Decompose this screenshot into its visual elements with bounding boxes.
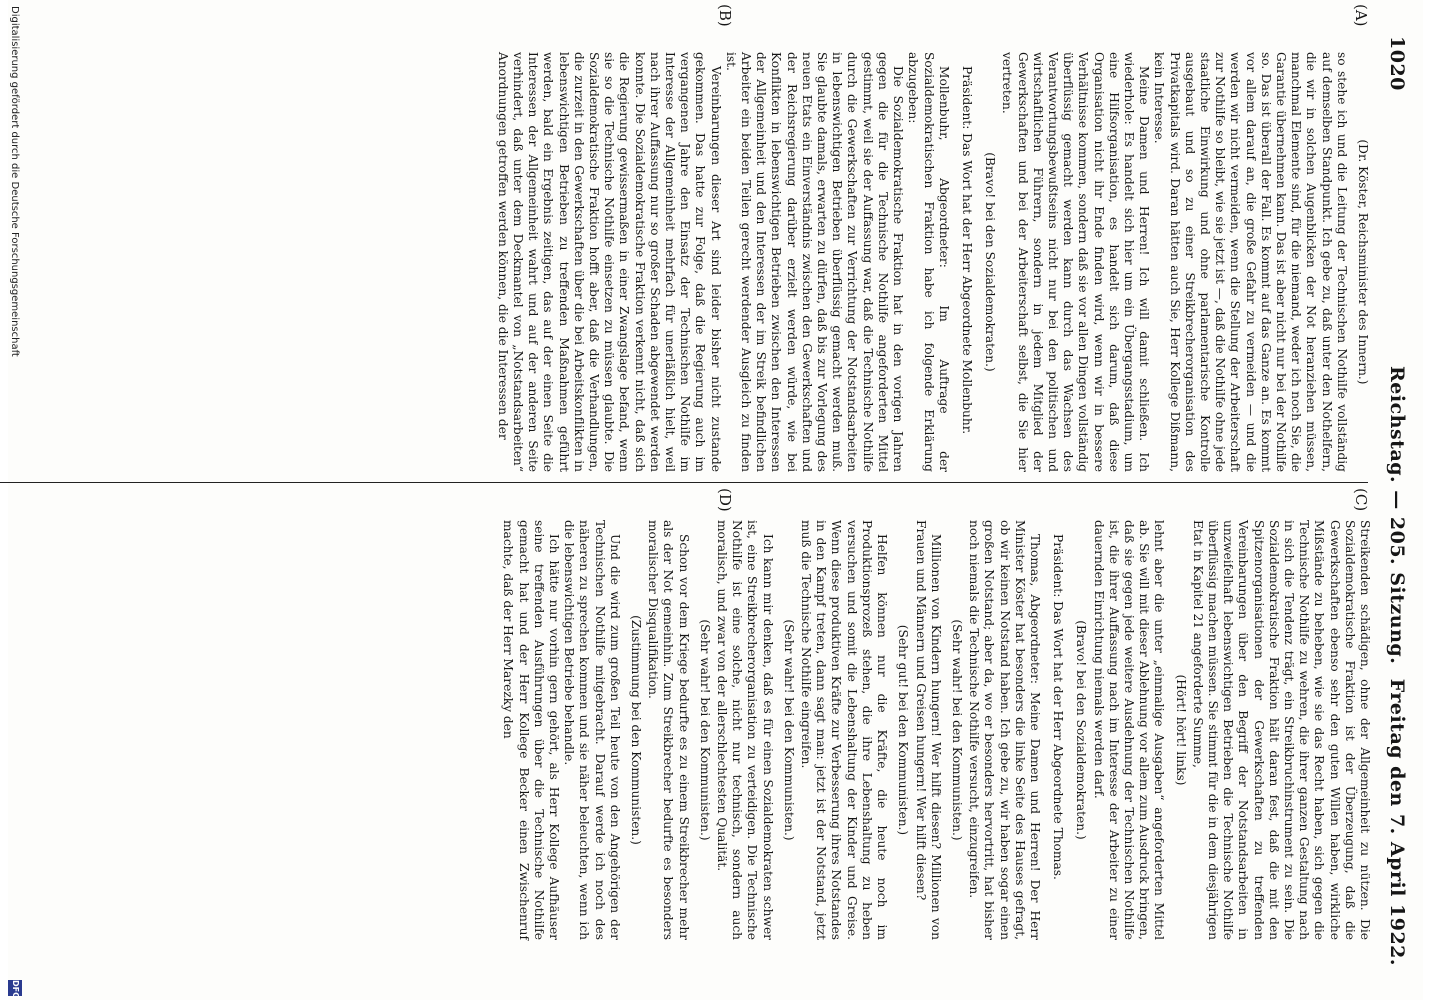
paragraph: Thomas, Abgeordneter: Meine Damen und Herren! Der Herr Minister Köster hat besonders die linke Seite des Hauses gefragt, ob wir keinen Notstand haben. Ich gebe zu, wir haben sogar einen großen Notstand; aber da, wo er besonders hervortritt, hat bisher noch niemals die Technische Nothilfe versucht, einzugreifen. (967, 520, 1042, 940)
margin-mark-b: (B) (716, 4, 734, 27)
paragraph: (Zustimmung bei den Kommunisten.) (629, 615, 644, 845)
paragraph: Schon vor dem Kriege bedurfte es zu einem Streikbrecher mehr als der Not gemeinhin. Zum Streikbrecher bedurfte es besonders moralischer Disqualifikation. (646, 520, 691, 940)
paragraph: Präsident: Das Wort hat der Herr Abgeordnete Thomas. (1051, 534, 1066, 880)
paragraph: (Dr. Köster, Reichsminister des Innern.) (1356, 139, 1370, 385)
paragraph: Meine Damen und Herren! Ich will damit schließen. Ich wiederhole: Es handelt sich hier um ein Übergangsstadium, um eine Hilfsorganisation, es handelt sich darum, daß diese Organisation nicht ihr Ende finden wird, wenn wir in bessere Verhältnisse kommen, sondern daß sie vor allen Dingen vollständig überflüssig gemacht werden kann durch das Wachsen des Verantwortungsbewußtseins nicht nur bei den politischen und wirtschaftlichen Führern, sondern in jedem Mitglied der Gewerkschaften und bei der Arbeiterschaft selbst, die Sie hier vertreten. (1000, 52, 1152, 472)
paragraph: (Hört! hört! links) (1173, 674, 1188, 786)
page-title: Reichstag. — 205. Sitzung. (1386, 366, 1408, 665)
digitization-credit: Digitalisierung gefördert durch die Deutsche Forschungsgemeinschaft (9, 6, 20, 357)
paragraph: Und die wird zum großen Teil heute von den Angehörigen der Technischen Nothilfe mitgebracht. Darauf werde ich noch des näheren zu sprechen kommen und sie näher beleuchten, wenn ich die lebenswichtigen Betriebe behandle. (562, 520, 622, 940)
page-footer (0, 0, 28, 1000)
left-column (495, 52, 1372, 472)
paragraph: (Sehr wahr! bei den Kommunisten.) (949, 619, 964, 841)
paragraph: so stehe ich und die Leitung der Technischen Nothilfe vollständig auf demselben Standpunkt. Ich gebe zu, daß unter den Nothelfern, die wir in solchen Augenblicken der Not heranziehen müssen, manchmal Elemente sind, für die niemand, weder ich noch Sie, die Garantie übernehmen kann. Das ist aber nicht nur bei der Nothilfe so. Das ist überall der Fall. Es kommt auf das Ganze an. Es kommt vor allem darauf an, die große Gefahr zu vermeiden — und die werden wir nicht vermeiden, wenn die Stellung der Arbeiterschaft zur Nothilfe so bleibt, wie sie jetzt ist —, daß die Nothilfe ohne jede staatliche Einwirkung und ohne parlamentarische Kontrolle ausgebaut und so zu einer Streikbrecherorganisation des Privatkapitals wird. Daran hätten auch Sie, Herr Kollege Dißmann, kein Interesse. (1152, 52, 1349, 472)
margin-mark-a: (A) (1352, 4, 1370, 27)
right-column (500, 520, 1372, 940)
paragraph: Streikenden schädigen, ohne der Allgemeinheit zu nützen. Die Sozialdemokratische Fraktion ist der Überzeugung, daß die Gewerkschaften ebenso sehr den guten Willen haben, wirkliche Mißstände zu beheben, wie sie das Recht haben, sich gegen die Technische Nothilfe zu wehren, die ihrer ganzen Gestaltung nach in sich die Tendenz trägt, ein Streikbruchinstrument zu sein. Die Sozialdemokratische Fraktion hält daran fest, daß die mit den Spitzenorganisationen der Gewerkschaften zu treffenden Vereinbarungen über den Begriff der Notstandsarbeiten in unzweifelhaft lebenswichtigen Betrieben die Technische Nothilfe überflüssig machen müssen. Sie stimmt für die in dem diesjährigen Etat in Kapitel 21 angeforderte Summe, (1190, 520, 1372, 940)
paragraph: Die Sozialdemokratische Fraktion hat in den vorigen Jahren gegen die für die Technische Nothilfe angeforderten Mittel gestimmt, weil sie der Auffassung war, daß die Technische Nothilfe durch die Gewerkschaften zur Verrichtung der Notstandsarbeiten in lebenswichtigen Betrieben überflüssig gemacht werden muß. Sie glaubte damals, erwarten zu dürfen, daß bis zur Vorlegung des neuen Etats ein Einverständnis zwischen den Gewerkschaften und der Reichsregierung darüber erzielt werden würde, wie bei Konflikten in lebenswichtigen Betrieben zwischen den Interessen der Allgemeinheit und den Interessen der im Streik befindlichen Arbeiter ein beiden Teilen gerecht werdender Ausgleich zu finden ist. (723, 52, 906, 472)
margin-mark-d: (D) (716, 488, 734, 512)
paragraph: Ich hätte nur vorhin gern gehört, als Herr Kollege Aufhäuser seine treffenden Ausführungen über die Technische Nothilfe gemacht hat und der Herr Kollege Becker einen Zwischenruf machte, daß der Herr Marezky den (501, 520, 562, 940)
dfg-logo: DFG (8, 980, 22, 996)
paragraph: lehnt aber die unter „einmalige Ausgaben“ angeforderten Mittel ab. Sie will mit dieser Ablehnung vor allem zum Ausdruck bringen, daß sie gegen jede weitere Ausdehnung der Technischen Nothilfe ist, die ihrer Auffassung nach im Interesse der Arbeiter zu einer dauernden Einrichtung niemals werden darf. (1091, 520, 1167, 940)
session-date: Freitag den 7. April 1922. (1386, 678, 1408, 966)
paragraph: (Sehr wahr! bei den Kommunisten.) (697, 619, 712, 841)
column-divider (0, 482, 1368, 483)
paragraph: (Bravo! bei den Sozialdemokraten.) (1074, 620, 1089, 840)
paragraph: Helfen können nur die Kräfte, die heute noch im Produktionsprozeß stehen, die ihre Lebenshaltung zu heben versuchen und somit die Lebenshaltung der Kinder und Greise. Wenn diese produktiven Kräfte zur Verbesserung ihres Notstandes in den Kampf treten, dann sagt man: jetzt ist der Notstand, jetzt muß die Technische Nothilfe eingreifen. (799, 520, 890, 940)
paragraph: (Sehr wahr! bei den Kommunisten.) (781, 619, 796, 841)
margin-mark-c: (C) (1352, 488, 1370, 512)
page-header (1382, 36, 1408, 966)
paragraph: Mollenbuhr, Abgeordneter: Im Auftrage der Sozialdemokratischen Fraktion habe ich folgende Erklärung abzugeben: (906, 52, 951, 472)
page-number: 1020 (1386, 36, 1408, 91)
paragraph: Ich kann mir denken, daß es für einen Sozialdemokraten schwer ist, eine Streikbrecherorganisation zu verteidigen. Die Technische Nothilfe ist eine solche, nicht nur technisch, sondern auch moralisch, und zwar von der allerschlechtesten Qualität. (715, 520, 775, 940)
paragraph: (Sehr gut! bei den Kommunisten.) (896, 624, 911, 836)
paragraph: (Bravo! bei den Sozialdemokraten.) (983, 152, 998, 372)
paragraph: Millionen von Kindern hungern! Wer hilft diesen? Millionen von Frauen und Männern und Greisen hungern! Wer hilft diesen? (913, 520, 943, 940)
paragraph: Vereinbarungen dieser Art sind leider bisher nicht zustande gekommen. Das hatte zur Folge, daß die Regierung auch im vergangenen Jahre den Einsatz der Technischen Nothilfe im Interesse der Allgemeinheit mehrfach für unerläßlich hielt, weil nach ihrer Auffassung nur so großer Schaden abgewendet werden konnte. Die Sozialdemokratische Fraktion verkennt nicht, daß sich die Regierung gewissermaßen in einer Zwangslage befand, wenn sie so die Technische Nothilfe einsetzen zu müssen glaubte. Die Sozialdemokratische Fraktion hofft aber, daß die Verhandlungen, die zurzeit in den Gewerkschaften über die bei Arbeitskonflikten in lebenswichtigen Betrieben zu treffenden Maßnahmen geführt werden, bald ein Ergebnis zeitigen, das auf der einen Seite die Interessen der Allgemeinheit wahrt und auf der anderen Seite verhindert, daß unter dem Deckmantel von „Notstandsarbeiten“ Anordnungen getroffen werden können, die die Interessen der (495, 52, 723, 472)
paragraph: Präsident: Das Wort hat der Herr Abgeordnete Mollenbuhr. (959, 66, 974, 435)
